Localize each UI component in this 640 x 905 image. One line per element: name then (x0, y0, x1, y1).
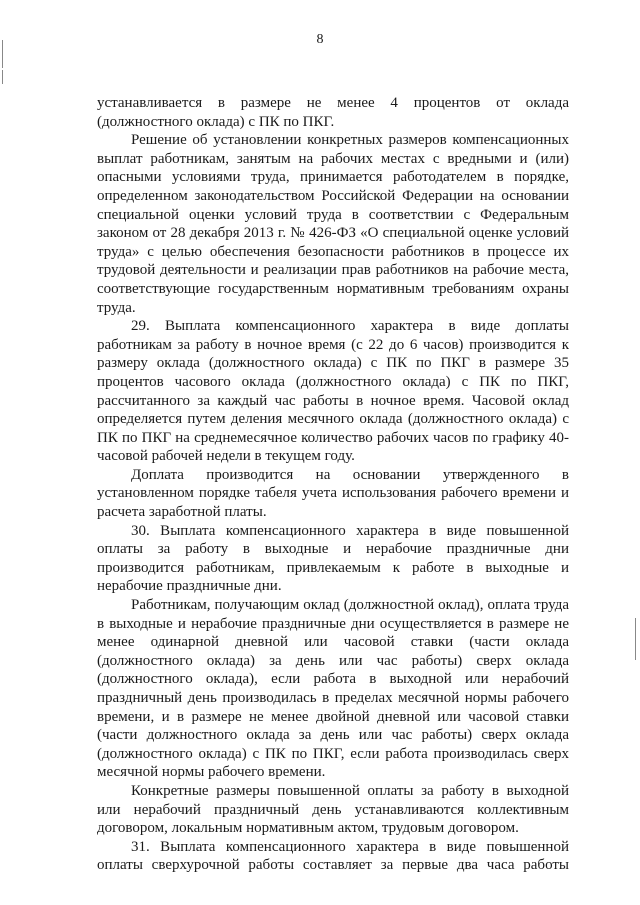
paragraph-surcharge-basis: Доплата производится на основании утвержденного в установленном порядке табеля учета использования рабочего времени и расчета заработной платы. (97, 466, 569, 521)
left-margin-mark-1 (2, 40, 3, 68)
paragraph-clause-29: 29. Выплата компенсационного характера в виде доплаты работникам за работу в ночное время (с 22 до 6 часов) производится к размеру оклада (должностного оклада) с ПК по ПКГ в размере 35 процентов часового оклада (должностного оклада) с ПК по ПКГ, рассчитанного за каждый час работы в ночное время. Часовой оклад определяется путем деления месячного оклада (должностного оклада) с ПК по ПКГ на среднемесячное количество рабочих часов по графику 40-часовой рабочей недели в текущем году. (97, 318, 569, 465)
page-number: 8 (316, 32, 324, 47)
paragraph-salary-workers: Работникам, получающим оклад (должностной оклад), оплата труда в выходные и нерабочие праздничные дни осуществляется в размере не менее одинарной дневной или часовой ставки (части оклада (должностного оклада) за день или час работы) сверх оклада (должностного оклада), если работа в выходной или нерабочий праздничный день производилась в пределах месячной нормы рабочего времени, и в размере не менее двойной дневной или часовой ставки (части должностного оклада за день или час работы) сверх оклада (должностного оклада) с ПК по ПКГ, если работа производилась сверх месячной нормы рабочего времени. (97, 597, 569, 781)
paragraph-clause-31: 31. Выплата компенсационного характера в виде повышенной оплаты сверхурочной работы составляет за первые два часа работы (97, 838, 569, 874)
document-body (97, 94, 569, 875)
left-margin-mark-2 (2, 70, 3, 84)
paragraph-clause-30: 30. Выплата компенсационного характера в виде повышенной оплаты за работу в выходные и нерабочие праздничные дни производится работникам, привлекаемым к работе в выходные и нерабочие праздничные дни. (97, 522, 569, 595)
paragraph-specific-amounts: Конкретные размеры повышенной оплаты за работу в выходной или нерабочий праздничный день устанавливаются коллективным договором, локальным нормативным актом, трудовым договором. (97, 782, 569, 837)
paragraph-continuation: устанавливается в размере не менее 4 процентов от оклада (должностного оклада) с ПК по ПКГ. (97, 95, 569, 130)
right-margin-mark (635, 618, 636, 660)
paragraph-compensation-decision: Решение об установлении конкретных размеров компенсационных выплат работникам, занятым на рабочих местах с вредными и (или) опасными условиями труда, принимается работодателем в порядке, определенном законодательством Российской Федерации на основании специальной оценки условий труда в соответствии с Федеральным законом от 28 декабря 2013 г. № 426-ФЗ «О специальной оценке условий труда» с целью обеспечения безопасности работников в процессе их трудовой деятельности и реализации прав работников на рабочие места, соответствующие государственным нормативным требованиям охраны труда. (97, 132, 569, 316)
